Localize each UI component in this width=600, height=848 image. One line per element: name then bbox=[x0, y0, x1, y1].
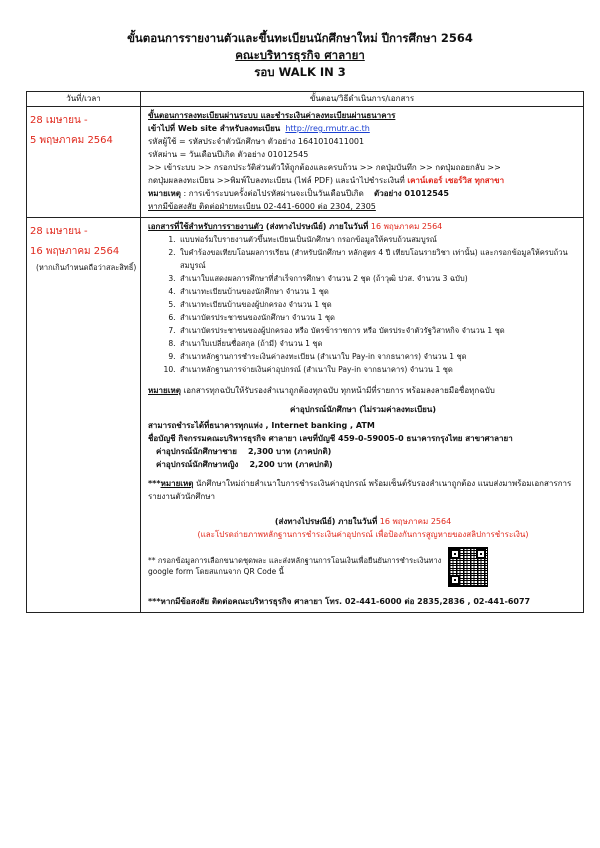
row2-note-text: เอกสารทุกฉบับให้รับรองสำเนาถูกต้องทุกฉบับ ทุกหน้ามีที่รายการ พร้อมลงลายมือชื่อทุกฉบับ bbox=[180, 386, 495, 395]
male-fee-label: ค่าอุปกรณ์นักศึกษาชาย bbox=[156, 447, 237, 456]
qr-code-icon[interactable] bbox=[448, 547, 488, 587]
list-item: 4. สำเนาทะเบียนบ้านของนักศึกษา จำนวน 1 ชุด bbox=[178, 285, 578, 298]
bank-line: สามารถชำระได้ที่ธนาคารทุกแห่ง , Internet banking , ATM bbox=[148, 421, 375, 430]
photo-note: (และโปรดถ่ายภาพหลักฐานการชำระเงินค่าอุปกรณ์ เพื่อป้องกันการสูญหายของสลิปการชำระเงิน) bbox=[197, 530, 529, 539]
row1-note-label: หมายเหตุ bbox=[148, 189, 181, 198]
male-fee-line bbox=[148, 445, 578, 458]
table-row bbox=[27, 218, 584, 613]
list-item: 9. สำเนาหลักฐานการชำระเงินค่าลงทะเบียน (สำเนาใบ Pay-in จากธนาคาร) จำนวน 1 ชุด bbox=[178, 350, 578, 363]
equipment-heading: ค่าอุปกรณ์นักศึกษา (ไม่รวมค่าลงทะเบียน) bbox=[290, 405, 436, 414]
list-item: 5. สำเนาทะเบียนบ้านของผู้ปกครอง จำนวน 1 ชุด bbox=[178, 298, 578, 311]
row2-steps-cell bbox=[141, 218, 584, 613]
row1-website-prefix: เข้าไปที่ Web site สำหรับลงทะเบียน bbox=[148, 124, 281, 133]
row1-date-cell bbox=[27, 107, 141, 218]
table-header-row bbox=[27, 92, 584, 107]
row2-contact: ***หากมีข้อสงสัย ติดต่อคณะบริหารธุรกิจ ศาลายา โทร. 02-441-6000 ต่อ 2835,2836 , 02-441-6077 bbox=[148, 597, 531, 606]
faculty-title: คณะบริหารธุรกิจ ศาลายา bbox=[235, 48, 365, 62]
row1-heading: ขั้นตอนการลงทะเบียนผ่านระบบ และชำระเงินค่าลงทะเบียนผ่านธนาคาร bbox=[148, 111, 396, 120]
row1-steps-line2 bbox=[148, 174, 578, 187]
schedule-table bbox=[26, 91, 584, 613]
list-item: 8. สำเนาใบเปลี่ยนชื่อสกุล (ถ้ามี) จำนวน 1 ชุด bbox=[178, 337, 578, 350]
row2-note2-label: หมายเหตุ bbox=[160, 479, 194, 488]
row2-note bbox=[148, 384, 578, 397]
female-fee-line bbox=[148, 458, 578, 471]
mail-line: (ส่งทางไปรษณีย์) ภายในวันที่ bbox=[274, 517, 378, 526]
row2-date-note: (หากเกินกำหนดถือว่าสละสิทธิ์) bbox=[36, 263, 137, 272]
registration-link[interactable]: http://reg.rmutr.ac.th bbox=[285, 124, 370, 133]
account-line: ชื่อบัญชี กิจกรรมคณะบริหารธุรกิจ ศาลายา เลขที่บัญชี 459-0-59005-0 ธนาคารกรุงไทย สาขาศาลายา bbox=[148, 434, 513, 443]
row1-website-line bbox=[148, 122, 578, 135]
row2-date-start: 28 เมษายน - bbox=[30, 226, 88, 237]
row1-pass-line: รหัสผ่าน = วันเดือนปีเกิด ตัวอย่าง 01012545 bbox=[148, 150, 309, 159]
female-fee-label: ค่าอุปกรณ์นักศึกษาหญิง bbox=[156, 460, 239, 469]
documents-list bbox=[148, 233, 578, 376]
row1-date-end: 5 พฤษภาคม 2564 bbox=[30, 135, 113, 146]
row1-date-start: 28 เมษายน - bbox=[30, 115, 88, 126]
list-item: 10. สำเนาหลักฐานการจ่ายเงินค่าอุปกรณ์ (สำเนาใบ Pay-in จากธนาคาร) จำนวน 1 ชุด bbox=[178, 363, 578, 376]
row1-user-line: รหัสผู้ใช้ = รหัสประจำตัวนักศึกษา ตัวอย่าง 1641010411001 bbox=[148, 137, 365, 146]
row2-docs-mail: (ส่งทางไปรษณีย์) ภายในวันที่ bbox=[265, 222, 369, 231]
round-title: รอบ WALK IN 3 bbox=[254, 65, 346, 79]
list-item: 7. สำเนาบัตรประชาชนของผู้ปกครอง หรือ บัตรข้าราชการ หรือ บัตรประจำตัวรัฐวิสาหกิจ จำนวน 1 ชุด bbox=[178, 324, 578, 337]
list-item: 1. แบบฟอร์มใบรายงานตัวขึ้นทะเบียนเป็นนักศึกษา กรอกข้อมูลให้ครบถ้วนสมบูรณ์ bbox=[178, 233, 578, 246]
mail-deadline: 16 พฤษภาคม 2564 bbox=[379, 517, 452, 526]
row1-note bbox=[148, 187, 578, 200]
row2-note2-prefix: *** bbox=[148, 479, 161, 488]
male-fee-amount: 2,300 บาท (ภาคปกติ) bbox=[248, 447, 332, 456]
qr-instruction: ** กรอกข้อมูลการเลือกขนาดชุดพละ และส่งหลักฐานการโอนเงินเพื่อยืนยันการชำระเงินทาง google form โดยสแกนจาก QR Code นี้ bbox=[148, 556, 442, 576]
row2-note2-text: นักศึกษาใหม่ถ่ายสำเนาใบการชำระเงินค่าอุปกรณ์ พร้อมเซ็นต์รับรองสำเนาถูกต้อง แนบส่งมาพร้อมเอกสารการรายงานตัวนักศึกษา bbox=[148, 479, 572, 501]
row2-docs-deadline: 16 พฤษภาคม 2564 bbox=[370, 222, 443, 231]
row2-note-label: หมายเหตุ bbox=[148, 386, 181, 395]
row1-steps-line2-text: กดปุ่มผลลงทะเบียน >>พิมพ์ใบลงทะเบียน (ไฟล์ PDF) และนำไปชำระเงินที่ bbox=[148, 176, 405, 185]
header-date: วันที่/เวลา bbox=[27, 92, 141, 107]
row2-note2 bbox=[148, 477, 578, 503]
row1-steps-cell bbox=[141, 107, 584, 218]
list-item: 2. ใบคำร้องขอเทียบโอนผลการเรียน (สำหรับนักศึกษา หลักสูตร 4 ปี เทียบโอนรายวิชา เท่านั้น) และกรอกข้อมูลให้ครบถ้วนสมบูรณ์ bbox=[178, 246, 578, 272]
list-item: 3. สำเนาใบแสดงผลการศึกษาที่สำเร็จการศึกษา จำนวน 2 ชุด (ถ้าวุฒิ ปวส. จำนวน 3 ฉบับ) bbox=[178, 272, 578, 285]
row2-date-end: 16 พฤษภาคม 2564 bbox=[30, 246, 120, 257]
qr-section bbox=[148, 547, 578, 587]
table-row bbox=[27, 107, 584, 218]
mail-deadline-line bbox=[148, 515, 578, 528]
counter-service: เคาน์เตอร์ เซอร์วิส ทุกสาขา bbox=[407, 176, 505, 185]
list-item: 6. สำเนาบัตรประชาชนของนักศึกษา จำนวน 1 ชุด bbox=[178, 311, 578, 324]
header-steps: ขั้นตอน/วิธีดำเนินการ/เอกสาร bbox=[141, 92, 584, 107]
row2-docs-heading-line bbox=[148, 220, 578, 233]
row1-note-example: ตัวอย่าง 01012545 bbox=[374, 189, 449, 198]
row2-date-cell bbox=[27, 218, 141, 613]
row1-contact: หากมีข้อสงสัย ติดต่อฝ่ายทะเบียน 02-441-6000 ต่อ 2304, 2305 bbox=[148, 202, 376, 211]
row1-steps-line1: >> เข้าระบบ >> กรอกประวัติส่วนตัวให้ถูกต้องและครบถ้วน >> กดปุ่มบันทึก >> กดปุ่มถอยกลับ >> bbox=[148, 163, 501, 172]
row2-docs-heading: เอกสารที่ใช้สำหรับการรายงานตัว bbox=[148, 222, 264, 231]
row1-note-text: : การเข้าระบบครั้งต่อไปรหัสผ่านจะเป็นวันเดือนปีเกิด bbox=[180, 189, 364, 198]
page-title: ขั้นตอนการรายงานตัวและขึ้นทะเบียนนักศึกษาใหม่ ปีการศึกษา 2564 bbox=[127, 31, 473, 45]
female-fee-amount: 2,200 บาท (ภาคปกติ) bbox=[249, 460, 333, 469]
